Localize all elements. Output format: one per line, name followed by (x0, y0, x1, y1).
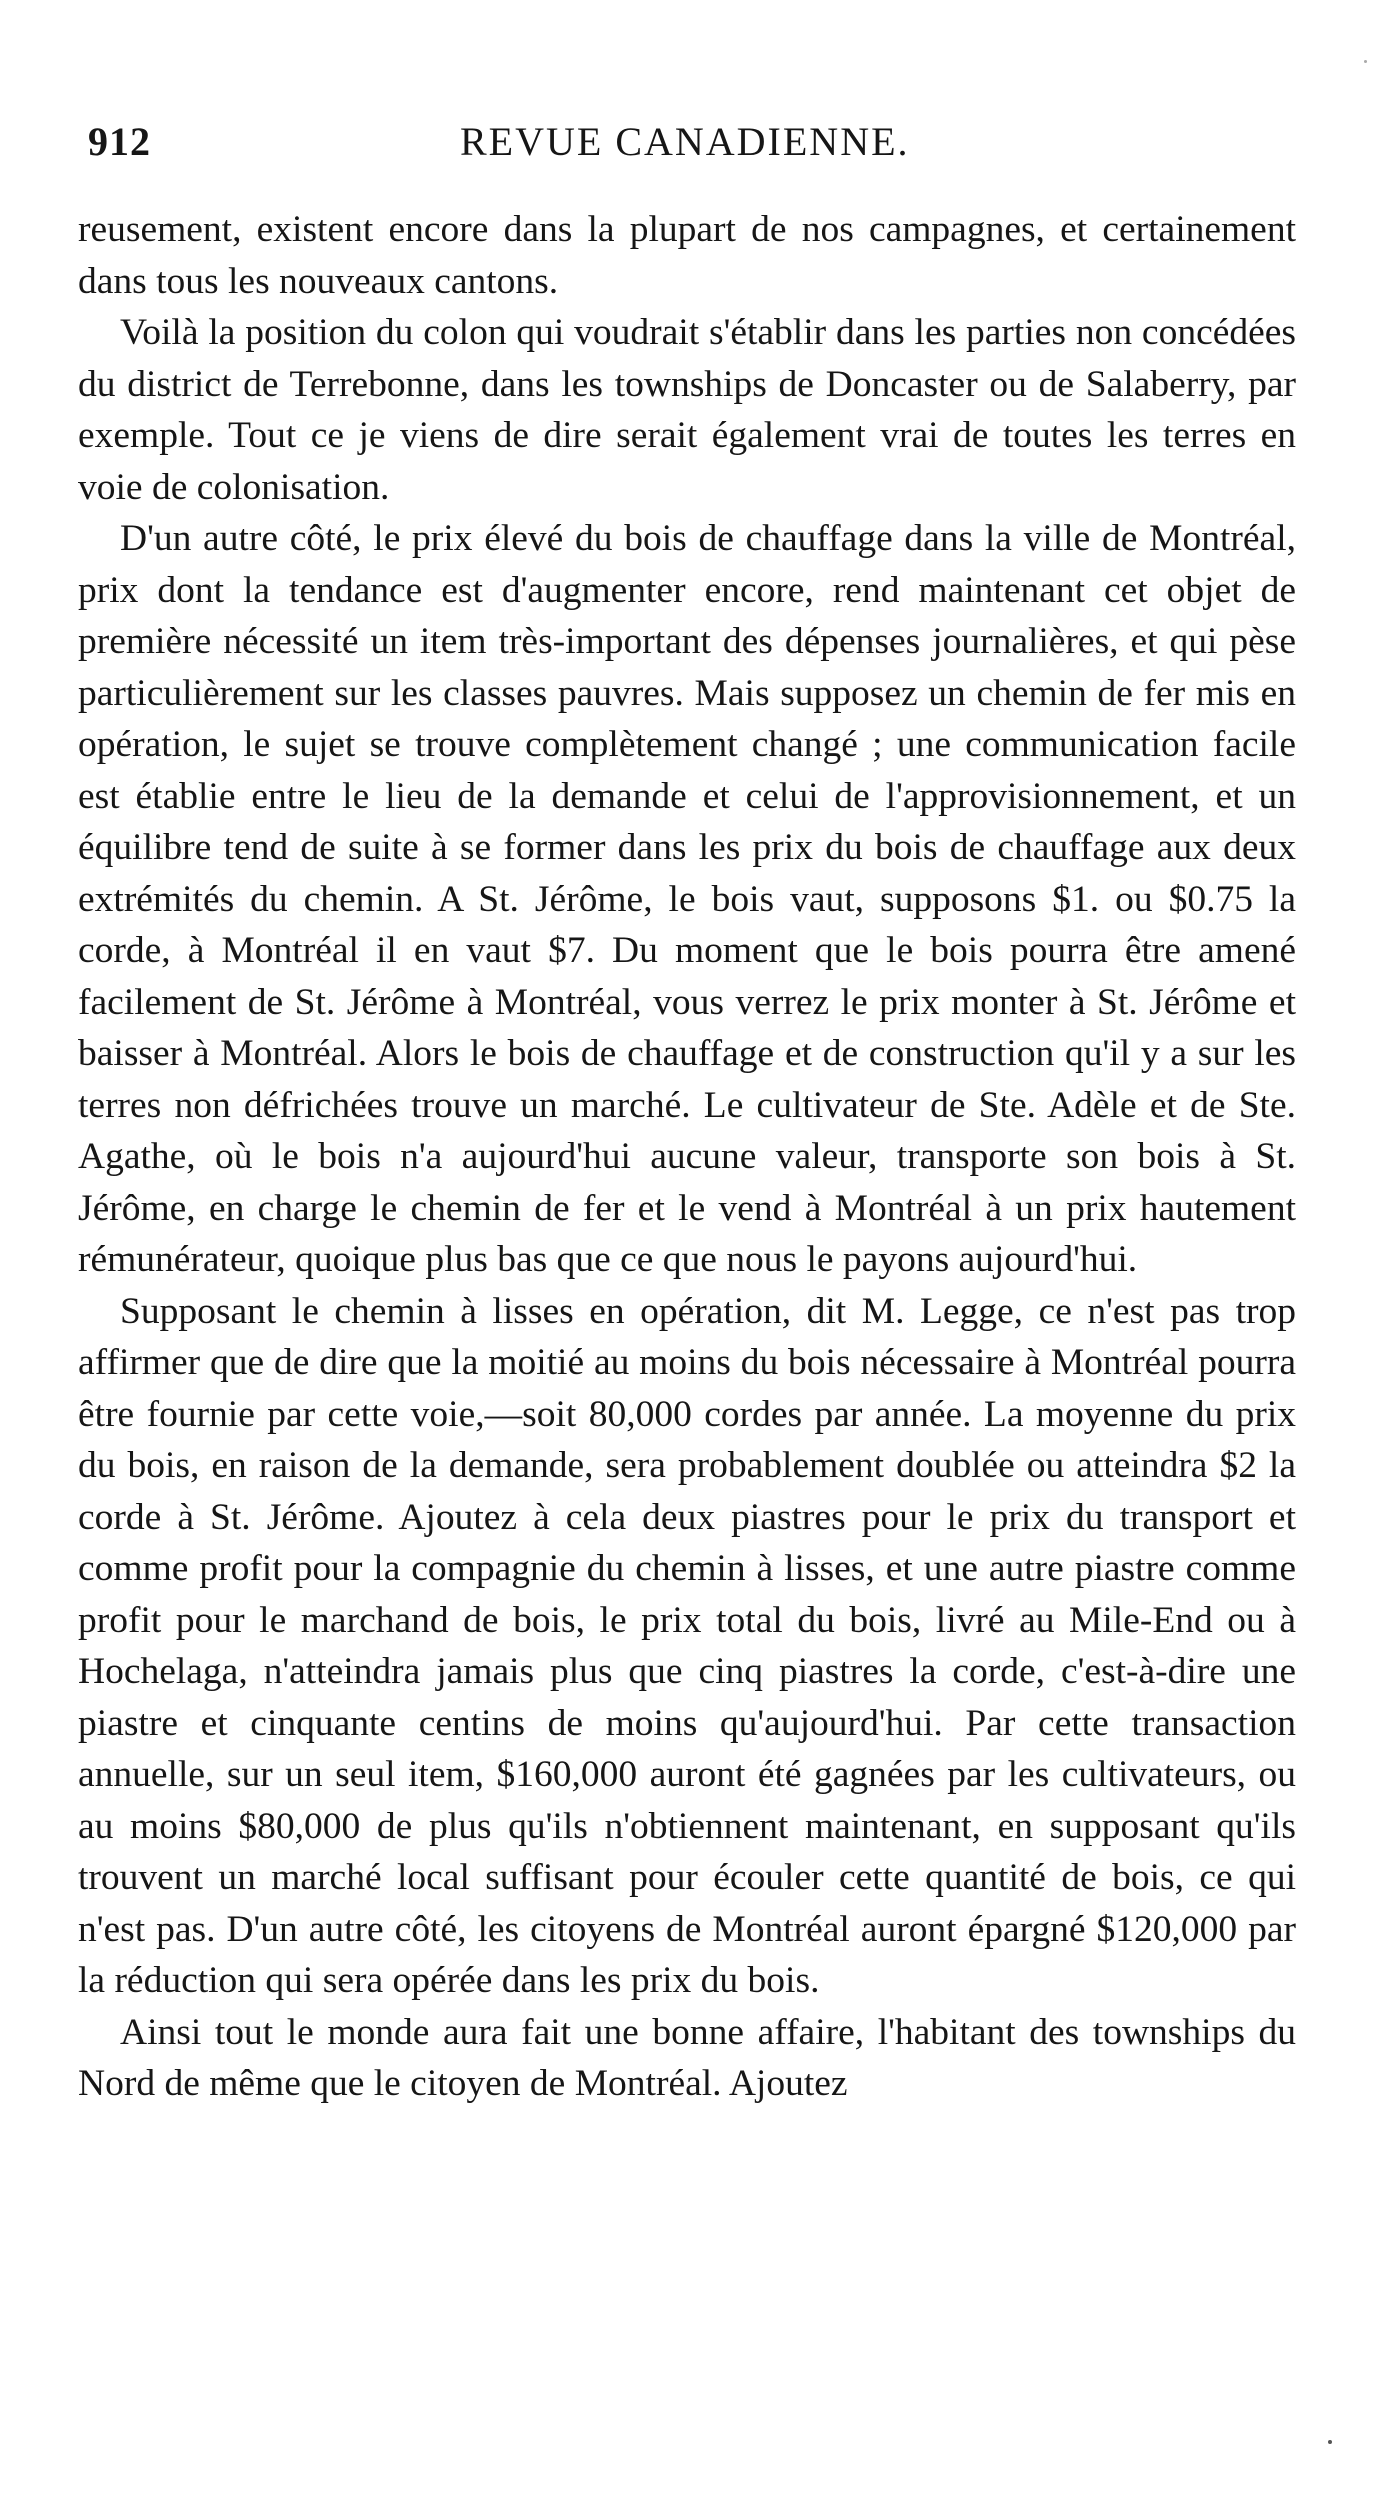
paragraph: Supposant le chemin à lisses en opération, dit M. Legge, ce n'est pas trop affirmer que de dire que la moitié au moins du bois nécessaire à Montréal pourra être fournie par cette voie,—soit 80,000 cordes par année. La moyenne du prix du bois, en raison de la demande, sera probablement doublée ou atteindra $2 la corde à St. Jérôme. Ajoutez à cela deux piastres pour le prix du transport et comme profit pour la compagnie du chemin à lisses, et une autre piastre comme profit pour le marchand de bois, le prix total du bois, livré au Mile-End ou à Hochelaga, n'atteindra jamais plus que cinq piastres la corde, c'est-à-dire une piastre et cinquante centins de moins qu'aujourd'hui. Par cette transaction annuelle, sur un seul item, $160,000 auront été gagnées par les cultivateurs, ou au moins $80,000 de plus qu'ils n'obtiennent maintenant, en supposant qu'ils trouvent un marché local suffisant pour écouler cette quantité de bois, ce qui n'est pas. D'un autre côté, les citoyens de Montréal auront épargné $120,000 par la réduction qui sera opérée dans les prix du bois. (78, 1290, 1296, 2001)
paragraph: D'un autre côté, le prix élevé du bois de chauffage dans la ville de Montréal, prix dont la tendance est d'augmenter encore, rend maintenant cet objet de première nécessité un item très-important des dépenses journalières, et qui pèse particulièrement sur les classes pauvres. Mais supposez un chemin de fer mis en opération, le sujet se trouve complètement changé ; une communication facile est établie entre le lieu de la demande et celui de l'approvisionnement, et un équilibre tend de suite à se former dans les prix du bois de chauffage aux deux extrémités du chemin. A St. Jérôme, le bois vaut, supposons $1. ou $0.75 la corde, à Montréal il en vaut $7. Du moment que le bois pourra être amené facilement de St. Jérôme à Montréal, vous verrez le prix monter à St. Jérôme et baisser à Montréal. Alors le bois de chauffage et de construction qu'il y a sur les terres non défrichées trouve un marché. Le cultivateur de Ste. Adèle et de Ste. Agathe, où le bois n'a aujourd'hui aucune valeur, transporte son bois à St. Jérôme, en charge le chemin de fer et le vend à Montréal à un prix hautement rémunérateur, quoique plus bas que ce que nous le payons aujourd'hui. (78, 518, 1296, 1280)
paragraph: Ainsi tout le monde aura fait une bonne affaire, l'habitant des townships du Nord de même que le citoyen de Montréal. Ajoutez (78, 2011, 1296, 2104)
page-number: 912 (88, 119, 151, 164)
body-text (78, 204, 1296, 2110)
print-speck (1328, 2440, 1332, 2444)
running-title: REVUE CANADIENNE. (460, 119, 910, 164)
paragraph-continued: reusement, existent encore dans la plupart de nos campagnes, et certainement dans tous les nouveaux cantons. (78, 209, 1296, 302)
print-speck (1364, 60, 1367, 63)
paragraph: Voilà la position du colon qui voudrait s'établir dans les parties non concédées du district de Terrebonne, dans les townships de Doncaster ou de Salaberry, par exemple. Tout ce je viens de dire serait également vrai de toutes les terres en voie de colonisation. (78, 312, 1296, 508)
page-header (88, 118, 1288, 178)
